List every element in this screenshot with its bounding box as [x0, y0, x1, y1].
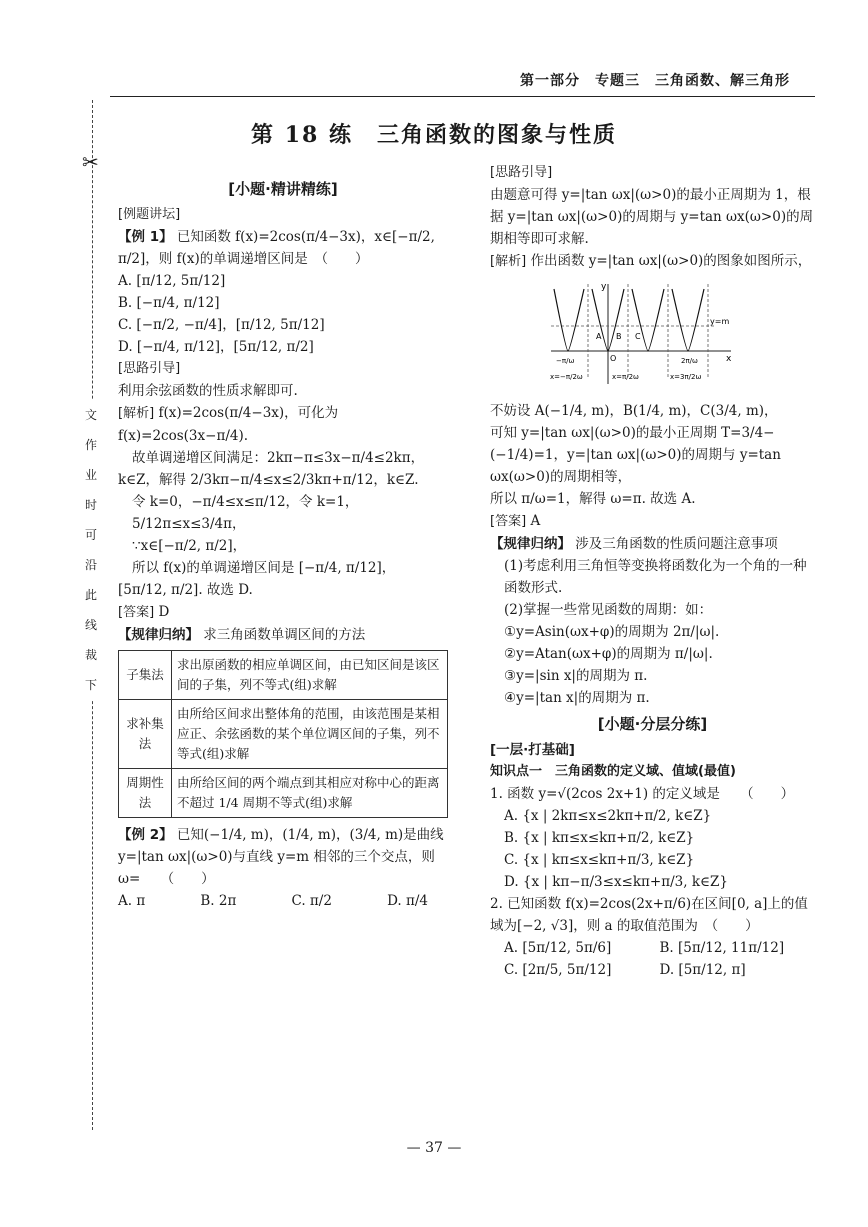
solution-line: 不妨设 A(−1/4, m)，B(1/4, m)，C(3/4, m)，	[490, 403, 778, 419]
option: D. [−π/4, π/12]，[5π/12, π/2]	[118, 339, 314, 355]
question-2-stem: 2. 已知函数 f(x)=2cos(2x+π/6)在区间[0, a]上的值域为[−2, √3]，则 a 的取值范围为 （ ）	[490, 896, 808, 934]
point-label: C	[635, 332, 641, 341]
options-row	[118, 890, 448, 912]
rule-item: (1)考虑利用三角恒等变换将函数化为一个角的一种函数形式.	[504, 558, 807, 596]
solution-line: 所以 f(x)的单调递增区间是 [−π/4, π/12]，	[132, 560, 396, 576]
left-column	[118, 174, 448, 912]
page-number: — 37 —	[406, 1140, 462, 1156]
curve-branch	[672, 289, 704, 351]
options-row	[490, 959, 815, 981]
answer-line: [答案] D	[118, 604, 170, 620]
answer-line: [答案] A	[490, 513, 541, 529]
scissors-icon: ✂	[82, 150, 99, 174]
rule-summary: 【规律归纳】 涉及三角函数的性质问题注意事项	[490, 536, 778, 552]
table-value: 由所给区间的两个端点到其相应对称中心的距离不超过 1/4 周期不等式(组)求解	[172, 769, 448, 818]
side-char: 业	[84, 468, 97, 482]
rule-summary: 【规律归纳】 求三角函数单调区间的方法	[118, 627, 366, 643]
asymptote-label: x=−π/2ω	[550, 373, 583, 381]
option: C. [−π/2, −π/4]，[π/12, 5π/12]	[118, 317, 325, 333]
side-char: 裁	[84, 648, 97, 662]
table-value: 由所给区间求出整体角的范围，由该范围是某相应正、余弦函数的某个单位调区间的子集，列不等式(组)求解	[172, 700, 448, 769]
x-axis-label: x	[726, 354, 732, 364]
tan-graph	[546, 279, 736, 389]
side-note	[84, 400, 98, 700]
table-row	[119, 651, 448, 700]
section-heading: [小题·分层分练]	[597, 715, 708, 733]
solution-line: 可知 y=|tan ωx|(ω>0)的最小正周期 T=3/4−(−1/4)=1，y=|tan ωx|(ω>0)的周期与 y=tan ωx(ω>0)的周期相等，	[490, 425, 781, 485]
curve-branch	[554, 289, 584, 351]
asymptote-label: x=3π/2ω	[670, 373, 702, 381]
solution-line: 故单调递增区间满足：2kπ−π≤3x−π/4≤2kπ，	[132, 450, 425, 466]
hint-text: 利用余弦函数的性质求解即可.	[118, 383, 298, 399]
option: B. 2π	[200, 893, 237, 909]
question-1-stem: 1. 函数 y=√(2cos 2x+1) 的定义域是 （ ）	[490, 786, 795, 802]
solution-line: 所以 π/ω=1，解得 ω=π. 故选 A.	[490, 491, 696, 507]
side-char: 下	[84, 678, 97, 692]
table-key: 求补集法	[119, 700, 172, 769]
option: B. {x | kπ≤x≤kπ+π/2, k∈Z}	[504, 830, 695, 846]
option: A. [5π/12, 5π/6]	[504, 940, 612, 956]
example-1-stem: 【例 1】 已知函数 f(x)=2cos(π/4−3x)，x∈[−π/2, π/2]，则 f(x)的单调递增区间是 （ ）	[118, 229, 435, 267]
rule-item: ④y=|tan x|的周期为 π.	[504, 690, 650, 706]
rule-item: ①y=Asin(ωx+φ)的周期为 2π/|ω|.	[504, 624, 720, 640]
page-title: 第 18 练 三角函数的图象与性质	[251, 122, 617, 148]
solution-line: k∈Z，解得 2/3kπ−π/4≤x≤2/3kπ+π/12，k∈Z.	[118, 472, 419, 488]
solution-line: [解析] 作出函数 y=|tan ωx|(ω>0)的图象如图所示，	[490, 253, 812, 269]
table-key: 周期性法	[119, 769, 172, 818]
curve-branch	[632, 289, 664, 351]
rule-item: (2)掌握一些常见函数的周期：如：	[504, 602, 713, 618]
side-char: 作	[84, 438, 97, 452]
options-row	[490, 937, 815, 959]
option: C. [2π/5, 5π/12]	[504, 962, 612, 978]
hint-text: 由题意可得 y=|tan ωx|(ω>0)的最小正周期为 1，根据 y=|tan ωx|(ω>0)的周期与 y=tan ωx(ω>0)的周期相等即可求解.	[490, 187, 814, 247]
option: A. [π/12, 5π/12]	[118, 273, 226, 289]
example-label: 【例 1】	[118, 229, 173, 245]
solution-line: 令 k=0，−π/4≤x≤π/12，令 k=1，5/12π≤x≤3/4π，	[132, 494, 359, 532]
side-char: 可	[84, 528, 97, 542]
point-label: A	[596, 332, 602, 341]
subsection-heading: [例题讲坛]	[118, 207, 181, 222]
solution-line: [解析] f(x)=2cos(π/4−3x)，可化为 f(x)=2cos(3x−π/4).	[118, 405, 339, 444]
option: C. π/2	[291, 893, 332, 909]
solution-line: ∵x∈[−π/2, π/2]，	[132, 538, 247, 554]
y-axis-label: y	[601, 282, 607, 292]
tick-label: −π/ω	[556, 357, 575, 365]
option: A. {x | 2kπ≤x≤2kπ+π/2, k∈Z}	[504, 808, 712, 824]
side-char: 时	[84, 498, 97, 512]
right-column	[490, 162, 815, 981]
header-rule	[110, 96, 815, 97]
table-key: 子集法	[119, 651, 172, 700]
option: D. [5π/12, π]	[659, 962, 746, 978]
solution-line: [5π/12, π/2]. 故选 D.	[118, 582, 253, 598]
knowledge-point: 知识点一 三角函数的定义域、值域(最值)	[490, 764, 736, 779]
level-heading: [一层·打基础]	[490, 742, 575, 758]
option: A. π	[118, 893, 146, 909]
option: D. {x | kπ−π/3≤x≤kπ+π/3, k∈Z}	[504, 874, 728, 890]
method-table	[118, 650, 448, 818]
rule-item: ②y=Atan(ωx+φ)的周期为 π/|ω|.	[504, 646, 713, 662]
point-label: B	[616, 332, 622, 341]
side-char: 线	[84, 618, 97, 632]
hint-tag: [思路引导]	[118, 361, 181, 376]
hint-tag: [思路引导]	[490, 165, 553, 180]
option: B. [5π/12, 11π/12]	[659, 940, 785, 956]
origin-label: O	[610, 354, 617, 363]
table-row	[119, 700, 448, 769]
example-label: 【例 2】	[118, 827, 173, 843]
rule-item: ③y=|sin x|的周期为 π.	[504, 668, 648, 684]
line-label: y=m	[710, 317, 730, 326]
table-row	[119, 769, 448, 818]
option: B. [−π/4, π/12]	[118, 295, 220, 311]
asymptote-label: x=π/2ω	[612, 373, 639, 381]
section-heading: [小题·精讲精练]	[228, 180, 338, 198]
side-char: 此	[84, 588, 97, 602]
option: C. {x | kπ≤x≤kπ+π/3, k∈Z}	[504, 852, 695, 868]
table-value: 求出原函数的相应单调区间，由已知区间是该区间的子集，列不等式(组)求解	[172, 651, 448, 700]
example-2-stem: 【例 2】 已知(−1/4, m)，(1/4, m)，(3/4, m)是曲线 y=|tan ωx|(ω>0)与直线 y=m 相邻的三个交点，则 ω= （ ）	[118, 827, 444, 887]
running-header: 第一部分 专题三 三角函数、解三角形	[520, 73, 790, 89]
option: D. π/4	[387, 893, 428, 909]
side-char: 文	[84, 408, 97, 422]
tick-label: 2π/ω	[681, 357, 698, 365]
side-char: 沿	[84, 558, 97, 572]
